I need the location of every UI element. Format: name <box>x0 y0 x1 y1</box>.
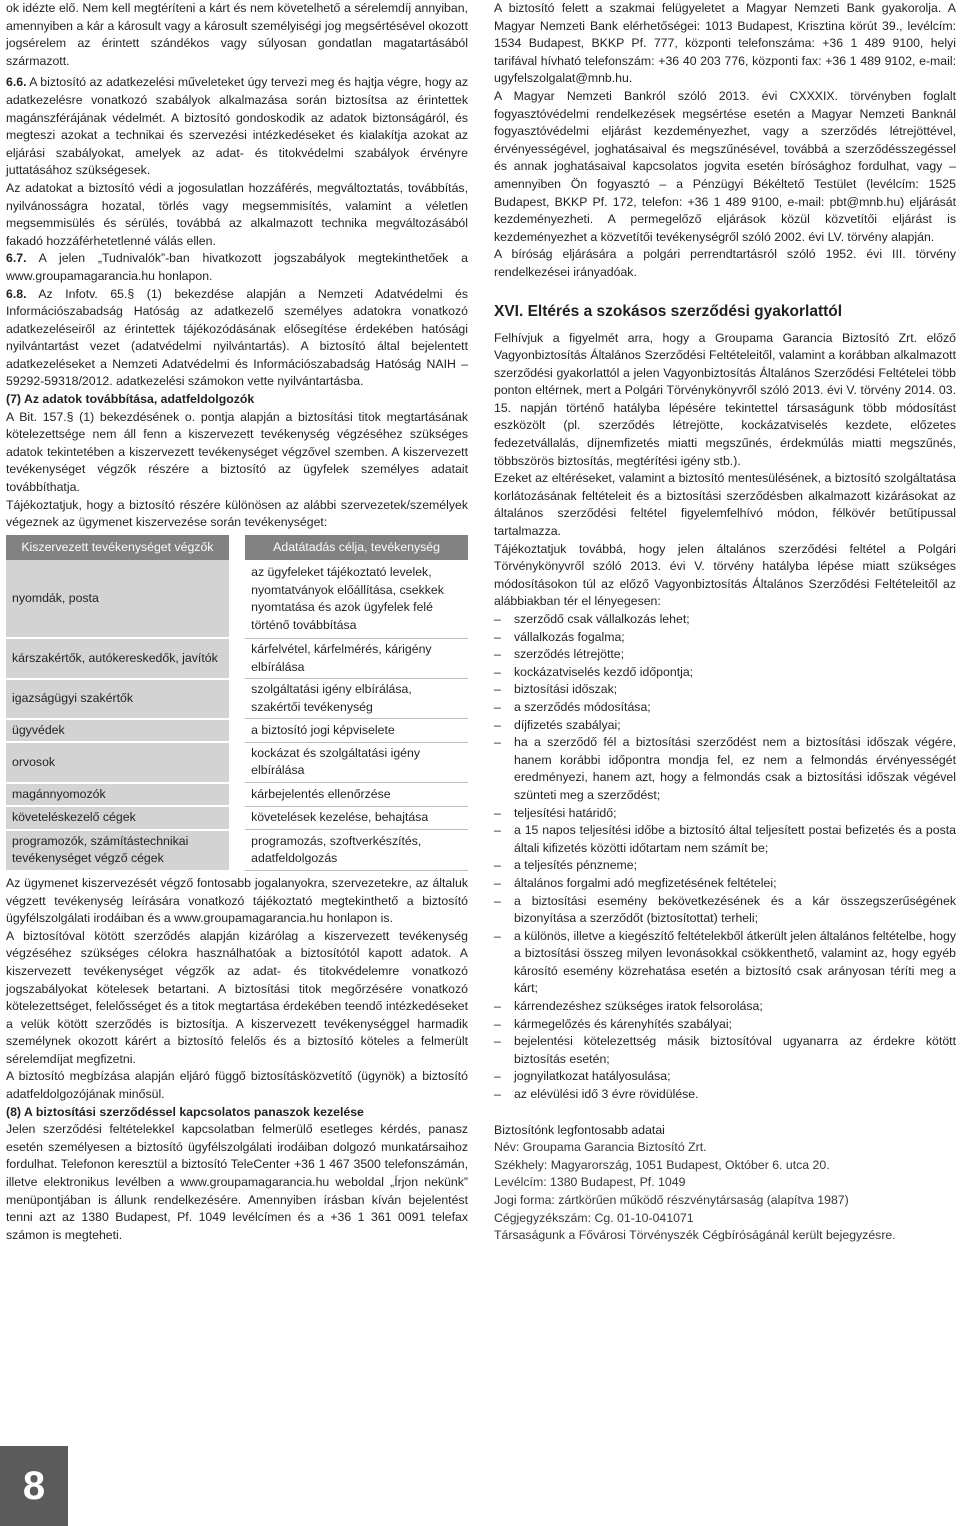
table-gap <box>229 638 245 678</box>
table-gap <box>229 783 245 807</box>
paragraph-text: Az Infotv. 65.§ (1) bekezdése alapján a Nemzeti Adatvédelmi és Információszabadság Hatóság az adatkezelő személyes adatokra vonatkozó adatkezeléseiről az érintettek tájékozódásának elősegítése érdekében hatósági nyilvántartást vezet (adatvédelmi nyilvántartás). A biztosító által bejelentett adatkezeléseket a Nemzeti Adatvédelmi és Információszabadság Hatóság NAIH – 59292-59318/2012. adatkezelési számokon vette nyilvántartásba. <box>6 286 468 389</box>
list-item: – az elévülési idő 3 évre rövidülése. <box>494 1086 956 1104</box>
heading-complaints: (8) A biztosítási szerződéssel kapcsolatos panaszok kezelése <box>6 1104 364 1119</box>
paragraph-damages: ok idézte elő. Nem kell megtéríteni a kárt és nem követelhető a sérelemdíj annyiban, amennyiben a kár a károsult vagy a károsult személyiségi jog megsértésével okozott jogsérelem az érintett szándékos vagy súlyosan gondatlan magatartásából származott. <box>6 1 468 68</box>
company-legal-form: Jogi forma: zártkörűen működő részvénytársaság (alapítva 1987) <box>494 1193 849 1207</box>
company-info-title: Biztosítónk legfontosabb adatai <box>494 1122 665 1137</box>
paragraph-mnb-supervision: A biztosító felett a szakmai felügyeletet a Magyar Nemzeti Bank gyakorolja. A Magyar Nemzeti Bank elérhetőségei: 1013 Budapest, Krisztina körút 39., levélcím: 1534 Budapest, BKKP Pf. 777, központi telefonszáma: +36 1 489 9100, helyi tarifával hívható telefonszám: +36 40 203 776, központi fax: +36 1 489 9102, e-mail: ugyfelszolgalat@mnb.hu. <box>494 1 956 86</box>
paragraph-deviation-list-intro: Tájékoztatjuk továbbá, hogy jelen általános szerződési feltétel a Polgári Törvénykönyvről szóló 2013. évi V. törvény hatályba lépése miatt szükséges módosításokon túl az előző Vagyonbiztosítás Általános Szerződési Feltételeitől az alábbiakban tér el lényegesen: <box>494 541 956 609</box>
list-item: – kárrendezéshez szükséges iratok felsorolása; <box>494 998 956 1016</box>
deviation-list <box>494 611 956 1104</box>
table-cell-purpose: kockázat és szolgáltatási igény elbírálása <box>245 742 468 782</box>
paragraph-text: A jelen „Tudnivalók”-ban hivatkozott jogszabályok megtekinthetőek a www.groupamagarancia.hu honlapon. <box>6 251 468 283</box>
table-row <box>6 783 468 807</box>
table-gap <box>229 535 245 561</box>
table-row <box>6 742 468 782</box>
list-item: – általános forgalmi adó megfizetésének feltételei; <box>494 875 956 893</box>
table-cell-purpose: szolgáltatási igény elbírálása, szakértői tevékenység <box>245 679 468 719</box>
paragraph-deviation-intro: Felhívjuk a figyelmét arra, hogy a Groupama Garancia Biztosító Zrt. előző Vagyonbiztosítás Általános Szerződési Feltételeitől, valamint a korábban alkalmazott szerződési gyakorlattól a jelen Vagyonbiztosítás Általános Szerződési Feltételei több ponton eltérnek, mert a Polgári Törvénykönyvről szóló 2013. évi V. törvény 2014. 03. 15. napján történő hatályba lépésére tekintettel társaságunk több módosítást eszközölt (pl. szerződés létrejötte, kockázatviselés kezdete, előzetes fedezetvállalás, díjnemfizetés miatti megszűnés, érdekmúlás miatti megszűnés, többszörös biztosítás, megtérítési igény stb.). <box>494 330 956 468</box>
paragraph-consumer-protection: A Magyar Nemzeti Bankról szóló 2013. évi CXXXIX. törvényben foglalt fogyasztóvédelmi rendelkezések megsértése esetén a Magyar Nemzeti Banknál fogyasztóvédelmi eljárást kezdeményezhet, vagy a szerződés létrejöttével, érvényességével, joghatásaival és megszűnésével, továbbá a szerződésszegéssel és annak joghatásaival kapcsolatos jogvita esetén bírósághoz fordulhat, vagy – amennyiben Ön fogyasztó – a Pénzügyi Békéltető Testület (levélcím: 1525 Budapest, BKKP Pf. 172, telefon: +36 1 489 9100, e-mail: pbt@mnb.hu) eljárását kezdeményezheti. A permegelőző eljárások közül közvetítői eljárást is kezdeményezhet a közvetítői tevékenységről szóló 2002. évi LV. törvény alapján. <box>494 88 956 244</box>
table-cell-provider: nyomdák, posta <box>6 560 229 638</box>
company-info <box>494 1122 956 1245</box>
paragraph-6-6 <box>6 74 468 180</box>
paragraph-complaints: Jelen szerződési feltételekkel kapcsolatban felmerülő esetleges kérdés, panasz esetén személyesen a biztosító ügyfélszolgálati irodáiban dolgozó munkatársaihoz fordulhat. Telefonon keresztül a biztosító TeleCenter +36 1 467 3500 telefonszámán, illetve elektronikus levélben a www.groupamagarancia.hu weboldal „Írjon nekünk” menüpontjában is állunk rendelkezésére. Amennyiben írásban kíván bejelentést tenni azt az 1380 Budapest, Pf. 1049 levélcímen és a +36 1 361 0091 telefax számon is megteheti. <box>6 1122 468 1242</box>
company-registration: Cégjegyzékszám: Cg. 01-10-041071 <box>494 1210 694 1225</box>
table-row <box>6 560 468 638</box>
table-cell-provider: magánnyomozók <box>6 783 229 807</box>
right-column <box>494 0 956 1245</box>
paragraph-contract-usage: A biztosítóval kötött szerződés alapján kizárólag a kiszervezett tevékenység végzéséhez szükséges célokra használhatóak a biztosítótól kapott adatok. A kiszervezett tevékenységet végzők az adat- és titokvédelemre vonatkozó jogszabályokat kötelesek betartani. A biztosítási titok megőrzésére vonatkozó kötelezettséget, felelősséget és a titok megtartása érdekében teendő intézkedéseket a velük kötött szerződés is biztosítja. A kiszervezett tevékenységgel harmadik személynek okozott kárért a biztosító felelős és a biztosító köteles a felmerült sérelemdíjat megfizetni. <box>6 928 468 1066</box>
outsourcing-table <box>6 535 468 872</box>
paragraph-6-8 <box>6 286 468 392</box>
paragraph-6-7 <box>6 250 468 285</box>
table-cell-purpose: a biztosító jogi képviselete <box>245 719 468 743</box>
list-item: – jognyilatkozat hatályosulása; <box>494 1068 956 1086</box>
section-title: XVI. Eltérés a szokásos szerződési gyakorlattól <box>494 302 843 320</box>
list-item: – kármegelőzés és kárenyhítés szabályai; <box>494 1016 956 1034</box>
table-gap <box>229 719 245 743</box>
table-gap <box>229 830 245 871</box>
section-number: 6.7. <box>6 251 27 266</box>
list-item: – szerződő csak vállalkozás lehet; <box>494 611 956 629</box>
table-cell-provider: orvosok <box>6 742 229 782</box>
table-cell-provider: igazságügyi szakértők <box>6 679 229 719</box>
table-cell-provider: ügyvédek <box>6 719 229 743</box>
page-number: 8 <box>0 1446 68 1526</box>
paragraph-court: A bíróság eljárására a polgári perrendtartásról szóló 1952. évi III. törvény rendelkezései irányadóak. <box>494 247 956 279</box>
table-cell-purpose: kárfelvétel, kárfelmérés, kárigény elbírálása <box>245 638 468 678</box>
company-seat: Székhely: Magyarország, 1051 Budapest, Október 6. utca 20. <box>494 1157 830 1172</box>
heading-data-transfer: (7) Az adatok továbbítása, adatfeldolgozók <box>6 392 255 407</box>
table-cell-purpose: kárbejelentés ellenőrzése <box>245 783 468 807</box>
list-item: – a biztosítási esemény bekövetkezésének és a kár összegszerűségének bizonyítása a szerződőt (biztosítottat) terheli; <box>494 893 956 928</box>
paragraph-outsourcing-info: Az ügymenet kiszervezését végző fontosabb jogalanyokra, szervezetekre, az általuk végzett tevékenység leírására vonatkozó tájékoztató megtekinthető a biztosító ügyfélszolgálati irodáiban és a www.groupamagarancia.hu honlapon is. <box>6 875 468 926</box>
table-row <box>6 719 468 743</box>
table-gap <box>229 679 245 719</box>
table-header-row <box>6 535 468 561</box>
table-header-right: Adatátadás célja, tevékenység <box>245 535 468 561</box>
list-item: – teljesítési határidő; <box>494 805 956 823</box>
company-mail: Levélcím: 1380 Budapest, Pf. 1049 <box>494 1175 686 1190</box>
table-cell-provider: kárszakértők, autókereskedők, javítók <box>6 638 229 678</box>
list-item: – vállalkozás fogalma; <box>494 629 956 647</box>
paragraph-agent: A biztosító megbízása alapján eljáró függő biztosításközvetítő (ügynök) a biztosító adatfeldolgozójának minősül. <box>6 1069 468 1102</box>
table-gap <box>229 560 245 638</box>
list-item: – biztosítási időszak; <box>494 681 956 699</box>
table-cell-provider: követeléskezelő cégek <box>6 806 229 830</box>
table-gap <box>229 806 245 830</box>
table-cell-purpose: az ügyfeleket tájékoztató levelek, nyomtatványok előállítása, csekkek nyomtatása és azok ügyfelek felé történő továbbítása <box>245 560 468 638</box>
table-row <box>6 830 468 871</box>
list-item: – szerződés létrejötte; <box>494 646 956 664</box>
paragraph-deviation-exclusions: Ezeket az eltéréseket, valamint a biztosító mentesülésének, a biztosító szolgáltatása korlátozásának feltételeit és a biztosítási szerződésben alkalmazott kizárásokat az általános szerződési feltétel figyelemfelhívó módon, félkövér betűtípussal tartalmazza. <box>494 471 956 539</box>
table-row <box>6 806 468 830</box>
list-item: – a különös, illetve a kiegészítő feltételekből átkerült jelen általános feltételbe, hogy a biztosítási összeg milyen levonásokkal csökkenthető, valamint az, hogy egyéb károsító esemény közrehatása esetén a biztosító csak arányosan téríti meg a kárt; <box>494 928 956 998</box>
paragraph-bit-157: A Bit. 157.§ (1) bekezdésének o. pontja alapján a biztosítási titok megtartásának kötelezettsége nem áll fenn a kiszervezett tevékenység végzéséhez szükséges adatok tekintetében a kiszervezett tevékenységet végzővel szemben. A kiszervezett tevékenységet végzők részére a biztosító az ügyfelek személyes adatait továbbíthatja. <box>6 409 468 495</box>
paragraph-outsourcing-intro: Tájékoztatjuk, hogy a biztosító részére különösen az alábbi szervezetek/személyek végeznek az ügymenet kiszervezése során tevékenységet: <box>6 497 468 530</box>
table-cell-provider: programozók, számítástechnikai tevékenységet végző cégek <box>6 830 229 871</box>
paragraph-text: A biztosító az adatkezelési műveleteket úgy tervezi meg és hajtja végre, hogy az adatkezelésre vonatkozó szabályok alkalmazása során biztosítsa az érintettek magánszférájának védelmét. A biztosító gondoskodik az adatok biztonságáról, és megteszi azokat a technikai és szervezési intézkedéseket és kialakítja azokat az eljárási szabályokat, amelyek az adat- és titokvédelmi szabályok érvényre juttatásához szükségesek. <box>6 75 468 178</box>
list-item: – díjfizetés szabályai; <box>494 717 956 735</box>
list-item: – a szerződés módosítása; <box>494 699 956 717</box>
list-item: – bejelentési kötelezettség másik biztosítóval ugyanarra az érdekre kötött biztosítás esetén; <box>494 1033 956 1068</box>
list-item: – kockázatviselés kezdő időpontja; <box>494 664 956 682</box>
paragraph-data-protection: Az adatokat a biztosító védi a jogosulatlan hozzáférés, megváltoztatás, továbbítás, nyilvánosságra hozatal, törlés vagy megsemmisítés, valamint a véletlen megsemmisülés és sérülés, továbbá az alkalmazott technika megváltozásából fakadó hozzáférhetetlenné válás ellen. <box>6 180 468 248</box>
section-number: 6.8. <box>6 286 27 301</box>
company-name: Név: Groupama Garancia Biztosító Zrt. <box>494 1140 707 1155</box>
list-item: – ha a szerződő fél a biztosítási szerződést nem a biztosítási időszak végére, hanem korábbi időpontra mondja fel, ez nem a felmondás érvényességét eredményezi, hanem azt, hogy a felmondás csak a biztosítási időszak végével szünteti meg a szerződést; <box>494 734 956 804</box>
list-item: – a 15 napos teljesítési időbe a biztosító által teljesített postai befizetés és a posta általi kifizetés közötti időtartam nem számít be; <box>494 822 956 857</box>
section-number: 6.6. <box>6 75 27 90</box>
table-row <box>6 679 468 719</box>
list-item: – a teljesítés pénzneme; <box>494 857 956 875</box>
table-gap <box>229 742 245 782</box>
table-cell-purpose: követelések kezelése, behajtása <box>245 806 468 830</box>
company-court: Társaságunk a Fővárosi Törvényszék Cégbíróságánál került bejegyzésre. <box>494 1228 896 1243</box>
left-column <box>6 0 468 1244</box>
table-cell-purpose: programozás, szoftverkészítés, adatfeldolgozás <box>245 830 468 871</box>
table-row <box>6 638 468 678</box>
table-header-left: Kiszervezett tevékenységet végzők <box>6 535 229 561</box>
